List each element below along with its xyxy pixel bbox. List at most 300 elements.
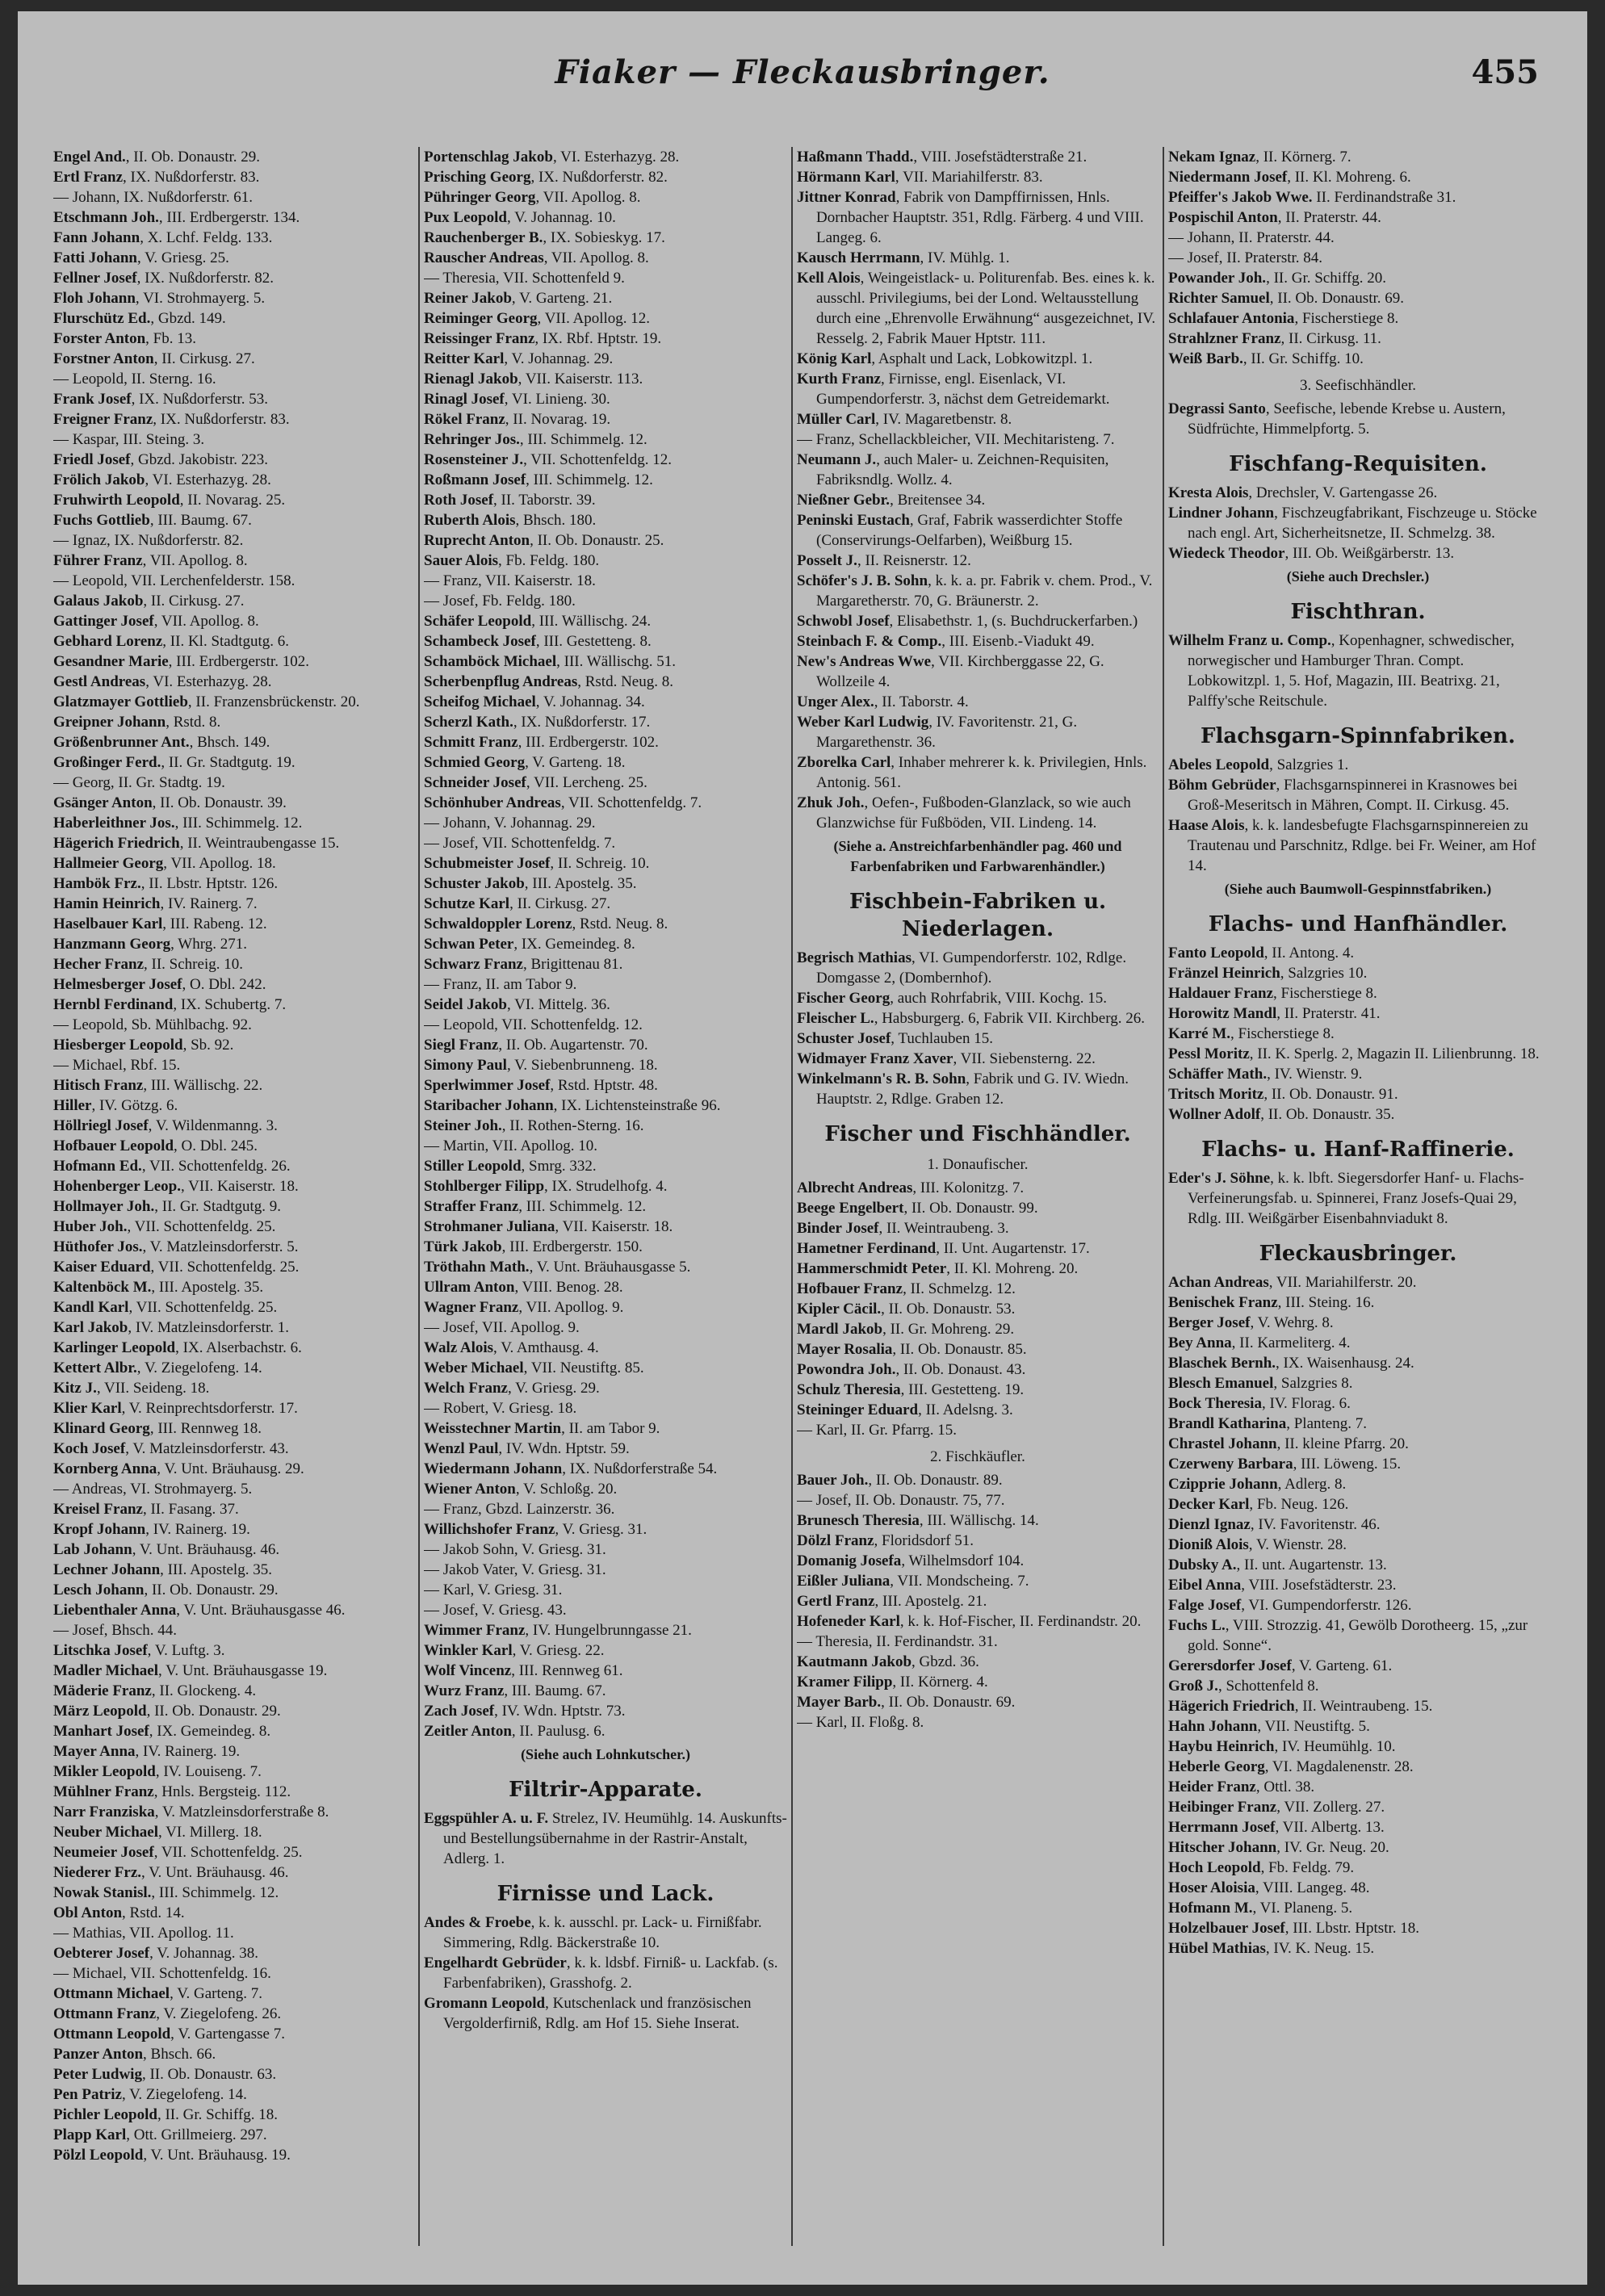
entry-details: , VII. Schottenfeldg. 25. — [150, 1259, 300, 1276]
directory-entry — [53, 450, 414, 470]
entry-details: , Schottenfeld 8. — [1217, 1678, 1319, 1695]
entry-details: , VIII. Josefstädterstraße 21. — [913, 149, 1087, 165]
entry-details: , VII. Apollog. 9. — [518, 1299, 624, 1316]
directory-entry — [53, 349, 414, 369]
entry-name: Powondra Joh. — [797, 1361, 896, 1378]
entry-details: , III. Lbstr. Hptstr. 18. — [1284, 1920, 1420, 1937]
directory-entry — [53, 2125, 414, 2145]
entry-details: , IX. Nußdorferstr. 17. — [513, 714, 651, 731]
entry-name: Albrecht Andreas — [797, 1179, 913, 1196]
entry-name: Gebhard Lorenz — [53, 633, 163, 650]
entry-name: Manhart Josef — [53, 1723, 149, 1740]
entry-details: , Oefen-, Fußboden-Glanzlack, so wie auch Glanzwichse für Fußböden, VII. Lindeng. 14. — [816, 794, 1131, 832]
directory-entry — [53, 470, 414, 490]
entry-details: , IV. Rainerg. 7. — [160, 895, 258, 912]
directory-entry — [424, 1297, 787, 1318]
directory-entry — [1168, 1494, 1548, 1515]
directory-entry — [797, 1632, 1159, 1652]
entry-name: Müller Carl — [797, 411, 876, 428]
entry-name: Eißler Juliana — [797, 1573, 891, 1590]
directory-entry — [424, 308, 787, 329]
directory-entry — [53, 874, 414, 894]
directory-entry — [424, 450, 787, 470]
directory-entry — [53, 2145, 414, 2165]
entry-details: , Fb. 13. — [145, 330, 196, 347]
directory-entry — [797, 349, 1159, 369]
entry-name: Rauscher Andreas — [424, 249, 544, 266]
entry-details: , V. Johannag. 10. — [506, 209, 616, 226]
entry-details: , X. Lchf. Feldg. 133. — [140, 229, 273, 246]
entry-name: Schäfer Leopold — [424, 613, 532, 630]
entry-details: , III. Rennweg 18. — [149, 1420, 262, 1437]
section-heading: Fischfang-Requisiten. — [1229, 452, 1487, 476]
entry-name: Hiesberger Leopold — [53, 1037, 183, 1054]
entry-details: , V. Siebenbrunneng. 18. — [506, 1057, 658, 1074]
entry-name: Peter Ludwig — [53, 2066, 142, 2083]
directory-entry — [1168, 1898, 1548, 1918]
directory-entry — [1168, 207, 1548, 228]
entry-name: Kipler Cäcil. — [797, 1301, 882, 1318]
entry-name: Schwobl Josef — [797, 613, 890, 630]
entry-name: Hofeneder Karl — [797, 1613, 900, 1630]
column-4 — [1168, 147, 1548, 2254]
directory-entry — [797, 752, 1159, 793]
entry-details: — Franz, II. am Tabor 9. — [424, 976, 577, 993]
entry-details: , Gbzd. 36. — [911, 1653, 979, 1670]
entry-details: , Habsburgerg. 6, Fabrik VII. Kirchberg. 26. — [874, 1010, 1145, 1027]
directory-entry — [797, 510, 1159, 551]
entry-details: — Kaspar, III. Steing. 3. — [53, 431, 205, 448]
directory-entry — [1168, 1656, 1548, 1676]
directory-entry — [424, 611, 787, 631]
section-heading: Fischthran. — [1290, 600, 1426, 624]
entry-details: , VI. Esterhazyg. 28. — [145, 471, 271, 488]
entry-name: Falge Josef — [1168, 1597, 1242, 1614]
entry-name: Zborelka Carl — [797, 754, 891, 771]
entry-details: , VI. Esterhazyg. 28. — [145, 673, 272, 690]
entry-name: Schlafauer Antonia — [1168, 310, 1295, 327]
entry-name: Lesch Johann — [53, 1582, 145, 1598]
entry-details: , II. Gr. Stadtgutg. 9. — [154, 1198, 282, 1215]
directory-entry — [424, 1358, 787, 1378]
directory-entry — [424, 591, 787, 611]
directory-entry — [424, 752, 787, 773]
entry-name: Sauer Alois — [424, 552, 499, 569]
entry-details: , V. Wienstr. 28. — [1248, 1536, 1347, 1553]
entry-name: Hahn Johann — [1168, 1718, 1258, 1735]
entry-name: Kropf Johann — [53, 1521, 146, 1538]
entry-name: Staribacher Johann — [424, 1097, 554, 1114]
directory-entry — [424, 551, 787, 571]
directory-entry — [1168, 1938, 1548, 1959]
entry-details: , III. Schimmelg. 12. — [518, 1198, 647, 1215]
entry-details: — Jakob Sohn, V. Griesg. 31. — [424, 1541, 606, 1558]
entry-name: Schäffer Math. — [1168, 1066, 1268, 1083]
column-1 — [53, 147, 414, 2254]
entry-details: , II. Taborstr. 39. — [493, 492, 596, 509]
directory-entry — [797, 248, 1159, 268]
entry-name: Nowak Stanisl. — [53, 1884, 152, 1901]
entry-name: Blaschek Bernh. — [1168, 1355, 1276, 1372]
directory-entry — [424, 934, 787, 954]
directory-entry — [424, 773, 787, 793]
entry-name: Floh Johann — [53, 290, 136, 307]
directory-entry — [1168, 1757, 1548, 1777]
entry-details: , IV. Matzleinsdorferstr. 1. — [128, 1319, 290, 1336]
entry-details: — Georg, II. Gr. Stadtg. 19. — [53, 774, 225, 791]
directory-entry — [797, 652, 1159, 692]
entry-details: — Michael, VII. Schottenfeldg. 16. — [53, 1965, 271, 1982]
directory-entry — [424, 187, 787, 207]
directory-entry — [797, 631, 1159, 652]
directory-entry — [1168, 1535, 1548, 1555]
directory-entry — [53, 1418, 414, 1439]
directory-entry — [53, 228, 414, 248]
directory-entry — [53, 1378, 414, 1398]
directory-entry — [424, 1439, 787, 1459]
directory-entry — [797, 988, 1159, 1008]
entry-details: , IV. Gr. Neug. 20. — [1276, 1839, 1389, 1856]
directory-entry — [797, 1420, 1159, 1440]
entry-details: , II. Ob. Donaustr. 25. — [530, 532, 664, 549]
directory-entry — [53, 1116, 414, 1136]
directory-entry — [1168, 1515, 1548, 1535]
entry-details: , III. Kolonitzg. 7. — [912, 1179, 1025, 1196]
entry-details: , Bhsch. 180. — [515, 512, 597, 529]
directory-entry — [53, 1479, 414, 1499]
directory-entry — [797, 793, 1159, 833]
entry-details: , V. Unt. Bräuhausgasse 19. — [157, 1662, 328, 1679]
entry-details: , II. Praterstr. 44. — [1277, 209, 1381, 226]
directory-entry — [1168, 1064, 1548, 1084]
entry-details: , II. Ob. Augartenstr. 70. — [498, 1037, 648, 1054]
directory-entry — [53, 793, 414, 813]
entry-details: , V. Griesg. 31. — [555, 1521, 647, 1538]
directory-entry — [424, 228, 787, 248]
entry-name: Hametner Ferdinand — [797, 1240, 937, 1257]
directory-entry — [53, 429, 414, 450]
entry-details: , II. Ob. Donaustr. 91. — [1263, 1086, 1398, 1103]
entry-details: — Johann, V. Johannag. 29. — [424, 815, 596, 832]
directory-entry — [53, 369, 414, 389]
directory-entry — [1168, 1777, 1548, 1797]
directory-entry — [797, 147, 1159, 167]
entry-details: — Karl, V. Griesg. 31. — [424, 1582, 563, 1598]
entry-name: Rienagl Jakob — [424, 371, 518, 388]
entry-name: Niederer Frz. — [53, 1864, 142, 1881]
entry-details: , III. Erdbergerstr. 134. — [158, 209, 300, 226]
entry-details: , VII. Schottenfeldg. 7. — [560, 794, 702, 811]
entry-details: , Asphalt und Lack, Lobkowitzpl. 1. — [871, 350, 1093, 367]
entry-details: , VI. Mittelg. 36. — [506, 996, 610, 1013]
entry-details: , VII. Apollog. 8. — [543, 249, 649, 266]
entry-details: , VII. Neustiftg. 5. — [1257, 1718, 1370, 1735]
entry-details: , III. Rabeng. 12. — [162, 915, 267, 932]
directory-entry — [1168, 755, 1548, 775]
section-subheading: 3. Seefischhändler. — [1299, 377, 1417, 394]
entry-details: , VII. Schottenfeldg. 26. — [141, 1158, 291, 1175]
directory-entry — [1168, 147, 1548, 167]
entry-details: , II. Gr. Mohreng. 29. — [882, 1321, 1015, 1338]
entry-name: Rehringer Jos. — [424, 431, 520, 448]
section-subheading: 1. Donaufischer. — [927, 1156, 1029, 1173]
entry-name: Madler Michael — [53, 1662, 158, 1679]
entry-details: , V. Griesg. 22. — [512, 1642, 605, 1659]
directory-entry — [424, 268, 787, 288]
entry-name: Schwan Peter — [424, 936, 514, 953]
entry-details: , k. k. lbft. Siegersdorfer Hanf- u. Flachs-Verfeinerungsfab. u. Spinnerei, Franz Josefs-Quai 29, Rdlg. III. Weißgärber Eisenbahnviadukt 8. — [1188, 1170, 1524, 1227]
entry-name: Hoser Aloisia — [1168, 1879, 1255, 1896]
entry-name: Hernbl Ferdinand — [53, 996, 174, 1013]
entry-name: Hübel Mathias — [1168, 1940, 1266, 1957]
directory-entry — [53, 1681, 414, 1701]
directory-entry — [797, 429, 1159, 450]
directory-entry — [797, 1692, 1159, 1712]
entry-details: , k. k. Hof-Fischer, II. Ferdinandstr. 20. — [899, 1613, 1142, 1630]
entry-name: Liebenthaler Anna — [53, 1602, 177, 1619]
entry-name: Hambök Frz. — [53, 875, 141, 892]
directory-entry — [1168, 983, 1548, 1003]
directory-entry — [1168, 1858, 1548, 1878]
entry-details: , III. Schimmelg. 12. — [151, 1884, 279, 1901]
entry-name: Schönhuber Andreas — [424, 794, 561, 811]
entry-details: — Josef, Bhsch. 44. — [53, 1622, 178, 1639]
entry-name: Seidel Jakob — [424, 996, 507, 1013]
entry-details: Strelez, IV. Heumühlg. 14. Auskunfts- und Bestellungsübernahme in der Rastrir-Anstalt, Adlerg. 1. — [443, 1810, 787, 1867]
entry-details: , II. Schmelzg. 12. — [903, 1280, 1016, 1297]
entry-details: , VIII. Strozzig. 41, Gewölb Dorotheerg. 15, „zur gold. Sonne“. — [1188, 1617, 1528, 1654]
entry-details: , IV. Wdn. Hptstr. 59. — [498, 1440, 630, 1457]
entry-name: Mayer Barb. — [797, 1694, 882, 1711]
entry-details: , Fb. Feldg. 79. — [1260, 1859, 1355, 1876]
entry-name: Frank Josef — [53, 391, 132, 408]
entry-details: , IX. Schubertg. 7. — [173, 996, 287, 1013]
directory-entry — [797, 1178, 1159, 1198]
directory-entry — [1168, 167, 1548, 187]
entry-details: , II. Cirkusg. 11. — [1280, 330, 1381, 347]
entry-name: Kramer Filipp — [797, 1674, 893, 1691]
entry-name: Fatti Johann — [53, 249, 137, 266]
directory-entry — [424, 349, 787, 369]
entry-name: Gromann Leopold — [424, 1995, 546, 2012]
entry-name: Pölzl Leopold — [53, 2147, 144, 2164]
entry-name: Wollner Adolf — [1168, 1106, 1261, 1123]
entry-details: , II. kleine Pfarrg. 20. — [1276, 1435, 1409, 1452]
entry-details: , III. Gestetteng. 19. — [900, 1381, 1025, 1398]
directory-entry — [53, 631, 414, 652]
directory-entry — [797, 1198, 1159, 1218]
entry-details: , II. Kl. Mohreng. 6. — [1287, 169, 1411, 186]
directory-entry — [424, 369, 787, 389]
entry-details: , VII. Kaiserstr. 18. — [180, 1178, 299, 1195]
directory-entry — [53, 1257, 414, 1277]
entry-name: Wimmer Franz — [424, 1622, 526, 1639]
entry-name: Wurz Franz — [424, 1682, 505, 1699]
entry-name: Roßmann Josef — [424, 471, 526, 488]
entry-details: , V. Unt. Bräuhausg. 19. — [143, 2147, 291, 2164]
entry-name: Kaltenböck M. — [53, 1279, 152, 1296]
directory-entry — [1168, 288, 1548, 308]
entry-details: , II. Praterstr. 41. — [1276, 1005, 1381, 1022]
directory-entry — [797, 167, 1159, 187]
entry-details: , II. K. Sperlg. 2, Magazin II. Lilienbrunng. 18. — [1249, 1045, 1540, 1062]
directory-entry — [53, 409, 414, 429]
entry-name: Hiller — [53, 1097, 92, 1114]
directory-entry — [53, 1318, 414, 1338]
directory-entry — [53, 2105, 414, 2125]
entry-details: , VII. Siebensterng. 22. — [953, 1050, 1096, 1067]
directory-entry — [1168, 228, 1548, 248]
entry-name: Eibel Anna — [1168, 1577, 1242, 1594]
entry-details: , II. Ob. Donaustr. 63. — [141, 2066, 277, 2083]
directory-entry — [53, 1701, 414, 1721]
entry-name: Ottmann Leopold — [53, 2026, 171, 2043]
entry-name: Ruprecht Anton — [424, 532, 530, 549]
directory-entry — [1168, 1353, 1548, 1373]
directory-entry — [1168, 1313, 1548, 1333]
entry-name: Ullram Anton — [424, 1279, 515, 1296]
entry-name: Flurschütz Ed. — [53, 310, 151, 327]
entry-name: Schwarz Franz — [424, 956, 523, 973]
entry-details: , Kopenhagner, schwedischer, norwegischer und Hamburger Thran. Compt. Lobkowitzpl. 1, 5. Hof, Magazin, III. Beatrixg. 21, Palffy'sche Reitschule. — [1188, 632, 1515, 710]
entry-name: König Karl — [797, 350, 872, 367]
entry-details: — Leopold, VII. Schottenfeldg. 12. — [424, 1016, 643, 1033]
directory-entry — [53, 1560, 414, 1580]
entry-details: — Karl, II. Floßg. 8. — [797, 1714, 924, 1731]
entry-name: Kell Alois — [797, 270, 861, 287]
directory-entry — [1168, 1373, 1548, 1393]
entry-name: Mühlner Franz — [53, 1783, 154, 1800]
entry-details: — Martin, VII. Apollog. 10. — [424, 1138, 597, 1154]
entry-name: Hofbauer Leopold — [53, 1138, 174, 1154]
directory-entry — [53, 1217, 414, 1237]
entry-details: , O. Dbl. 242. — [182, 976, 266, 993]
entry-details: , IV. Heumühlg. 10. — [1274, 1738, 1396, 1755]
entry-name: März Leopold — [53, 1703, 147, 1720]
entry-details: — Josef, II. Praterstr. 84. — [1168, 249, 1323, 266]
entry-name: Fleischer L. — [797, 1010, 874, 1027]
entry-name: Hitisch Franz — [53, 1077, 144, 1094]
entry-name: Gattinger Josef — [53, 613, 154, 630]
entry-name: Strohmaner Juliana — [424, 1218, 555, 1235]
entry-name: Schubmeister Josef — [424, 855, 551, 872]
entry-details: , V. Griesg. 25. — [137, 249, 229, 266]
directory-entry — [53, 853, 414, 874]
directory-entry — [797, 1218, 1159, 1238]
entry-details: , Rstd. 8. — [166, 714, 221, 731]
directory-entry — [1168, 1837, 1548, 1858]
entry-name: Hammerschmidt Peter — [797, 1260, 947, 1277]
directory-entry — [53, 571, 414, 591]
entry-details: — Johann, IX. Nußdorferstr. 61. — [53, 189, 253, 206]
directory-entry — [53, 551, 414, 571]
entry-details: , Fischzeugfabrikant, Fischzeuge u. Stöcke nach engl. Art, Sicherheitsnetze, II. Schmelzg. 38. — [1188, 505, 1537, 542]
entry-details: — Leopold, Sb. Mühlbachg. 92. — [53, 1016, 252, 1033]
entry-details: , Fb. Feldg. 180. — [498, 552, 600, 569]
entry-name: Litschka Josef — [53, 1642, 148, 1659]
directory-entry — [797, 692, 1159, 712]
section-heading: Flachs- u. Hanf-Raffinerie. — [1201, 1138, 1515, 1162]
running-head: Fiaker — Fleckausbringer. — [555, 53, 1050, 91]
column-rule — [418, 147, 420, 2246]
directory-entry — [53, 2024, 414, 2044]
entry-details: — Johann, II. Praterstr. 44. — [1168, 229, 1335, 246]
entry-name: Strahlzner Franz — [1168, 330, 1281, 347]
entry-details: — Ignaz, IX. Nußdorferstr. 82. — [53, 532, 244, 549]
entry-name: Scherbenpflug Andreas — [424, 673, 578, 690]
directory-entry — [53, 1459, 414, 1479]
entry-details: , Firnisse, engl. Eisenlack, VI. Gumpendorferstr. 3, nächst dem Getreidemarkt. — [816, 371, 1110, 408]
directory-entry — [53, 692, 414, 712]
directory-entry — [797, 1510, 1159, 1531]
entry-details: , III. Erdbergerstr. 150. — [501, 1238, 643, 1255]
entry-details: , Graf, Fabrik wasserdichter Stoffe (Conservirungs-Oelfarben), Weißburg 15. — [816, 512, 1123, 549]
entry-details: , II. Körnerg. 4. — [892, 1674, 988, 1691]
entry-details: — Josef, VII. Apollog. 9. — [424, 1319, 580, 1336]
entry-name: Groß J. — [1168, 1678, 1218, 1695]
entry-details: , V. Gartengasse 7. — [170, 2026, 285, 2043]
directory-entry — [53, 329, 414, 349]
directory-entry — [797, 1380, 1159, 1400]
section-heading: Flachs- und Hanfhändler. — [1208, 912, 1508, 936]
entry-name: Powander Joh. — [1168, 270, 1267, 287]
entry-details: , Adlerg. 8. — [1277, 1476, 1347, 1493]
entry-name: Haselbauer Karl — [53, 915, 163, 932]
directory-entry — [424, 974, 787, 995]
directory-entry — [424, 1580, 787, 1600]
entry-details: , II. Weintraubeng. 3. — [878, 1220, 1009, 1237]
entry-details: , Gbzd. 149. — [150, 310, 226, 327]
entry-name: Schwaldoppler Lorenz — [424, 915, 572, 932]
entry-name: Forstner Anton — [53, 350, 154, 367]
directory-entry — [424, 1217, 787, 1237]
entry-name: Weiß Barb. — [1168, 350, 1243, 367]
entry-name: Fuchs Gottlieb — [53, 512, 150, 529]
entry-details: , Fb. Neug. 126. — [1249, 1496, 1349, 1513]
entry-details: , IV. Götzg. 6. — [91, 1097, 178, 1114]
entry-name: Kandl Karl — [53, 1299, 129, 1316]
directory-entry — [424, 1993, 787, 2034]
entry-name: Rauchenberger B. — [424, 229, 543, 246]
entry-name: Hecher Franz — [53, 956, 145, 973]
directory-entry — [1168, 1696, 1548, 1716]
entry-details: , Brigittenau 81. — [522, 956, 623, 973]
directory-entry — [424, 692, 787, 712]
directory-entry — [53, 1156, 414, 1176]
entry-details: , II. Antong. 4. — [1263, 945, 1355, 962]
entry-name: Hüthofer Jos. — [53, 1238, 143, 1255]
entry-name: Eggspühler A. u. F. — [424, 1810, 549, 1827]
directory-page — [18, 11, 1587, 2285]
entry-details: , k. k. ldsbf. Firniß- u. Lackfab. (s. Farbenfabriken), Grasshofg. 2. — [443, 1955, 778, 1992]
directory-entry — [1168, 1595, 1548, 1615]
entry-name: Etschmann Joh. — [53, 209, 159, 226]
entry-details: , VII. Mariahilferstr. 20. — [1268, 1274, 1417, 1291]
entry-name: Pühringer Georg — [424, 189, 536, 206]
directory-entry — [424, 813, 787, 833]
directory-entry — [424, 147, 787, 167]
entry-name: Niedermann Josef — [1168, 169, 1288, 186]
directory-entry — [424, 672, 787, 692]
entry-details: , V. Wildenmanng. 3. — [148, 1117, 278, 1134]
entry-name: Größenbrunner Ant. — [53, 734, 190, 751]
directory-entry — [53, 1136, 414, 1156]
entry-details: , IV. Rainerg. 19. — [135, 1743, 241, 1760]
entry-name: Zach Josef — [424, 1703, 495, 1720]
entry-name: Frölich Jakob — [53, 471, 145, 488]
directory-entry — [797, 948, 1159, 988]
entry-details: , Drechsler, V. Gartengasse 26. — [1248, 484, 1438, 501]
